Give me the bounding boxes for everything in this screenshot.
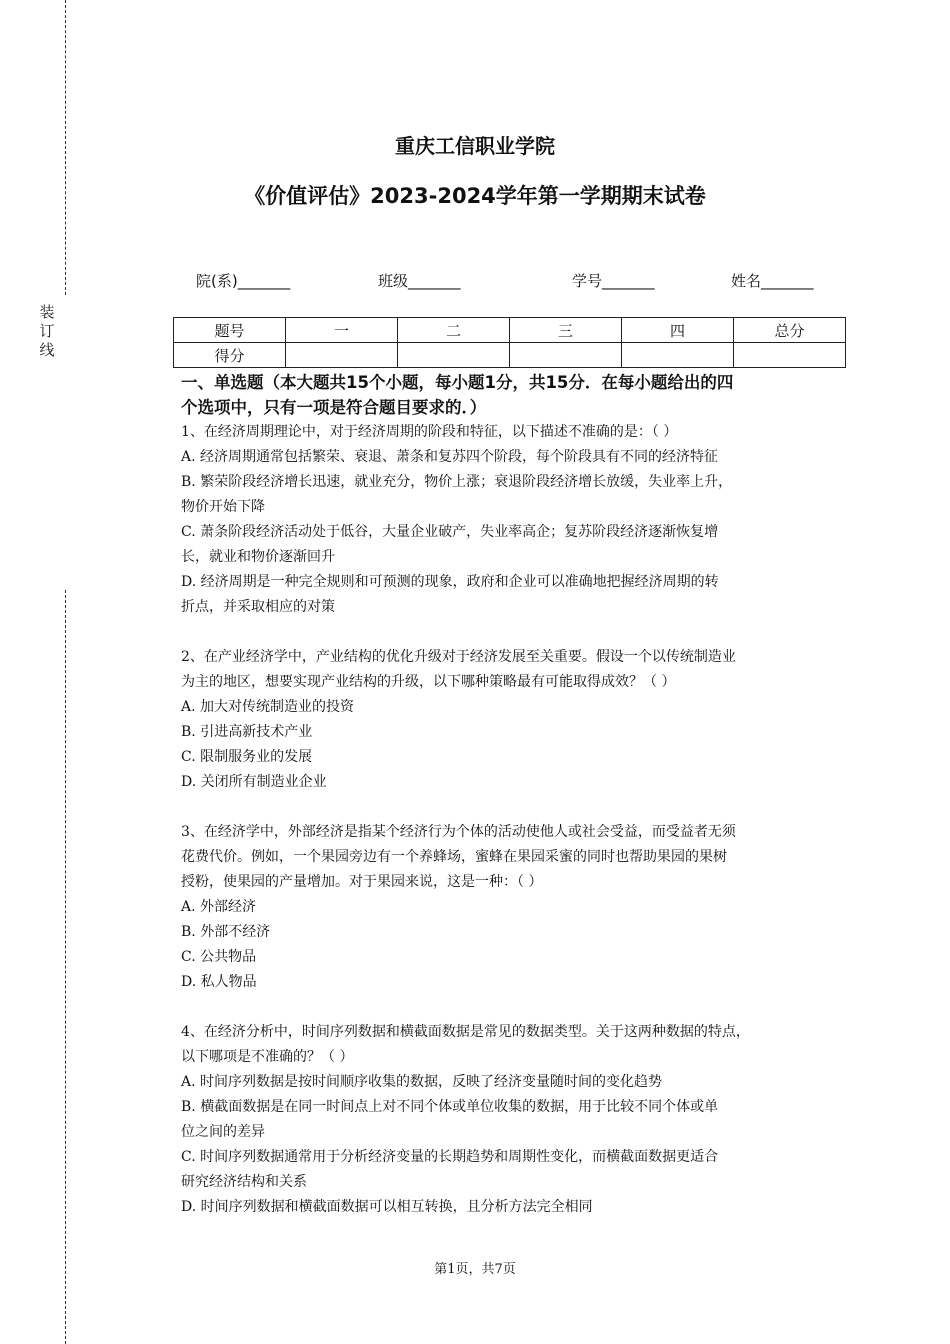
question-line: 3、在经济学中，外部经济是指某个经济行为个体的活动使他人或社会受益，而受益者无须: [181, 824, 736, 840]
question-line: A. 经济周期通常包括繁荣、衰退、萧条和复苏四个阶段，每个阶段具有不同的经济特征: [181, 449, 719, 465]
section-heading: 一、单选题（本大题共15个小题，每小题1分，共15分．在每小题给出的四: [181, 373, 734, 392]
question-line: D. 关闭所有制造业企业: [181, 774, 327, 790]
question-line: A. 时间序列数据是按时间顺序收集的数据，反映了经济变量随时间的变化趋势: [181, 1074, 663, 1090]
question-line: 花费代价。例如，一个果园旁边有一个养蜂场，蜜蜂在果园采蜜的同时也帮助果园的果树: [181, 849, 727, 865]
question-line: B. 横截面数据是在同一时间点上对不同个体或单位收集的数据，用于比较不同个体或单: [181, 1099, 719, 1115]
score-table: [173, 317, 846, 368]
question-line: D. 经济周期是一种完全规则和可预测的现象，政府和企业可以准确地把握经济周期的转: [181, 574, 719, 590]
class-field: 班级_______: [378, 272, 461, 290]
question-line: B. 引进高新技术产业: [181, 724, 313, 740]
question-line: D. 私人物品: [181, 974, 257, 990]
name-field: 姓名_______: [731, 272, 814, 290]
page-footer: 第1页，共7页: [434, 1262, 516, 1277]
question-line: 以下哪项是不准确的？（ ）: [181, 1049, 354, 1065]
question-line: B. 繁荣阶段经济增长迅速，就业充分，物价上涨；衰退阶段经济增长放缓，失业率上升，: [181, 474, 733, 490]
question-line: C. 公共物品: [181, 949, 257, 965]
department-field: 院(系)_______: [196, 272, 291, 290]
question-line: C. 限制服务业的发展: [181, 749, 313, 765]
binding-dashed-line-bottom: [65, 590, 66, 1344]
question-line: 4、在经济分析中，时间序列数据和横截面数据是常见的数据类型。关于这两种数据的特点，: [181, 1024, 750, 1040]
question-line: B. 外部不经济: [181, 924, 271, 940]
table-cell: 四: [622, 318, 734, 343]
score-cell: [286, 343, 398, 368]
table-cell: 得分: [174, 343, 286, 368]
question-line: D. 时间序列数据和横截面数据可以相互转换，且分析方法完全相同: [181, 1199, 593, 1215]
table-cell: 一: [286, 318, 398, 343]
score-cell: [734, 343, 846, 368]
question-line: 长，就业和物价逐渐回升: [181, 549, 335, 565]
score-table-score-row: [174, 343, 846, 368]
score-cell: [398, 343, 510, 368]
question-line: 为主的地区，想要实现产业结构的升级，以下哪种策略最有可能取得成效？（ ）: [181, 674, 676, 690]
question-2: [181, 645, 853, 795]
question-line: 2、在产业经济学中，产业结构的优化升级对于经济发展至关重要。假设一个以传统制造业: [181, 649, 736, 665]
score-cell: [622, 343, 734, 368]
question-line: C. 时间序列数据通常用于分析经济变量的长期趋势和周期性变化，而横截面数据更适合: [181, 1149, 719, 1165]
question-line: 位之间的差异: [181, 1124, 265, 1140]
exam-title: 《价值评估》2023-2024学年第一学期期末试卷: [244, 184, 706, 208]
binding-label: [37, 303, 57, 360]
exam-content: [181, 370, 853, 1220]
student-id-field: 学号_______: [572, 272, 655, 290]
binding-char: 装: [39, 303, 55, 321]
question-line: 1、在经济周期理论中，对于经济周期的阶段和特征，以下描述不准确的是：（ ）: [181, 424, 678, 440]
question-3: [181, 820, 853, 995]
table-cell: 三: [510, 318, 622, 343]
question-1: [181, 420, 853, 620]
question-line: 折点，并采取相应的对策: [181, 599, 335, 615]
question-line: A. 加大对传统制造业的投资: [181, 699, 355, 715]
question-4: [181, 1020, 853, 1220]
binding-char: 线: [39, 341, 55, 359]
table-cell: 总分: [734, 318, 846, 343]
question-line: C. 萧条阶段经济活动处于低谷，大量企业破产，失业率高企；复苏阶段经济逐渐恢复增: [181, 524, 719, 540]
question-line: A. 外部经济: [181, 899, 257, 915]
table-cell: 二: [398, 318, 510, 343]
binding-char: 订: [39, 322, 55, 340]
question-line: 物价开始下降: [181, 499, 265, 515]
score-cell: [510, 343, 622, 368]
score-table-header-row: [174, 318, 846, 343]
question-line: 研究经济结构和关系: [181, 1174, 307, 1190]
section-heading: 个选项中，只有一项是符合题目要求的．）: [181, 398, 487, 417]
table-cell: 题号: [174, 318, 286, 343]
school-name: 重庆工信职业学院: [395, 134, 555, 158]
question-line: 授粉，使果园的产量增加。对于果园来说，这是一种：（ ）: [181, 874, 543, 890]
